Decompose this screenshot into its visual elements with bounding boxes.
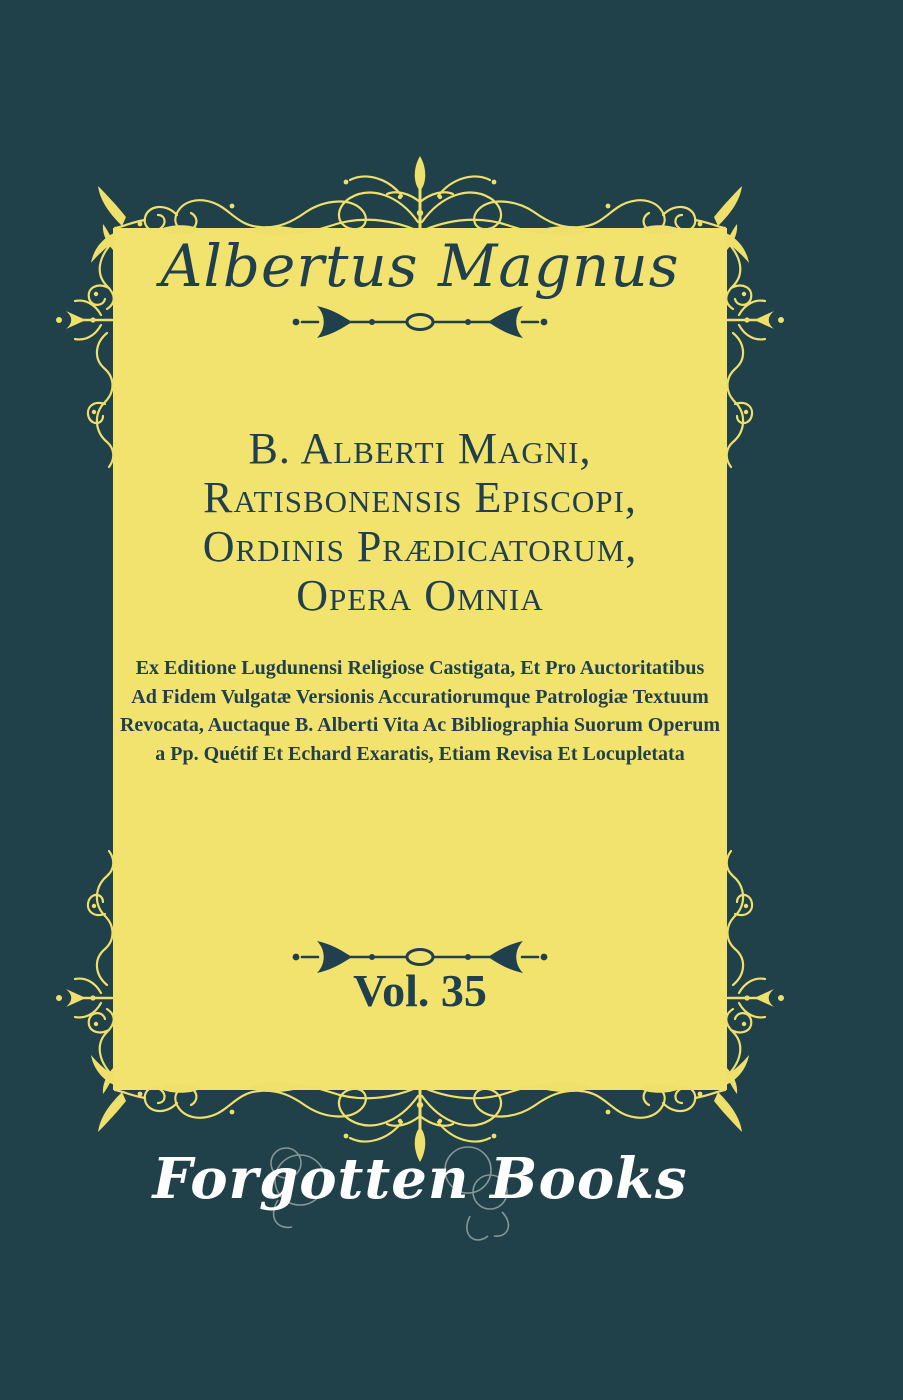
title-line: Ordinis Prædicatorum, xyxy=(202,522,638,571)
bottom-border-ornament xyxy=(91,1055,418,1141)
book-title xyxy=(113,424,727,620)
book-subtitle xyxy=(113,654,727,768)
subtitle-line: Ad Fidem Vulgatæ Versionis Accuratiorumque Patrologiæ Textuum xyxy=(131,685,709,708)
subtitle-line: Ex Editione Lugdunensi Religiose Castigata, Et Pro Auctoritatibus xyxy=(135,657,705,679)
title-line: Opera Omnia xyxy=(296,571,544,620)
title-line: Ratisbonensis Episcopi, xyxy=(203,473,637,522)
subtitle-line: Revocata, Auctaque B. Alberti Vita Ac Bibliographia Suorum Operum xyxy=(119,714,721,736)
publisher-name: Forgotten Books xyxy=(152,1146,688,1212)
bottom-border-ornament xyxy=(422,1055,749,1141)
volume-label: Vol. 35 xyxy=(353,965,487,1016)
right-side-ornament xyxy=(725,851,784,1094)
title-line: B. Alberti Magni, xyxy=(248,424,592,473)
left-side-ornament xyxy=(56,224,115,467)
author-divider-ornament xyxy=(293,306,548,338)
left-side-ornament xyxy=(56,851,115,1094)
subtitle-line: a Pp. Quétif Et Echard Exaratis, Etiam Revisa Et Locupletata xyxy=(155,742,685,765)
top-finial-ornament xyxy=(387,156,453,228)
author-name: Albertus Magnus xyxy=(160,232,680,300)
right-side-ornament xyxy=(725,224,784,467)
